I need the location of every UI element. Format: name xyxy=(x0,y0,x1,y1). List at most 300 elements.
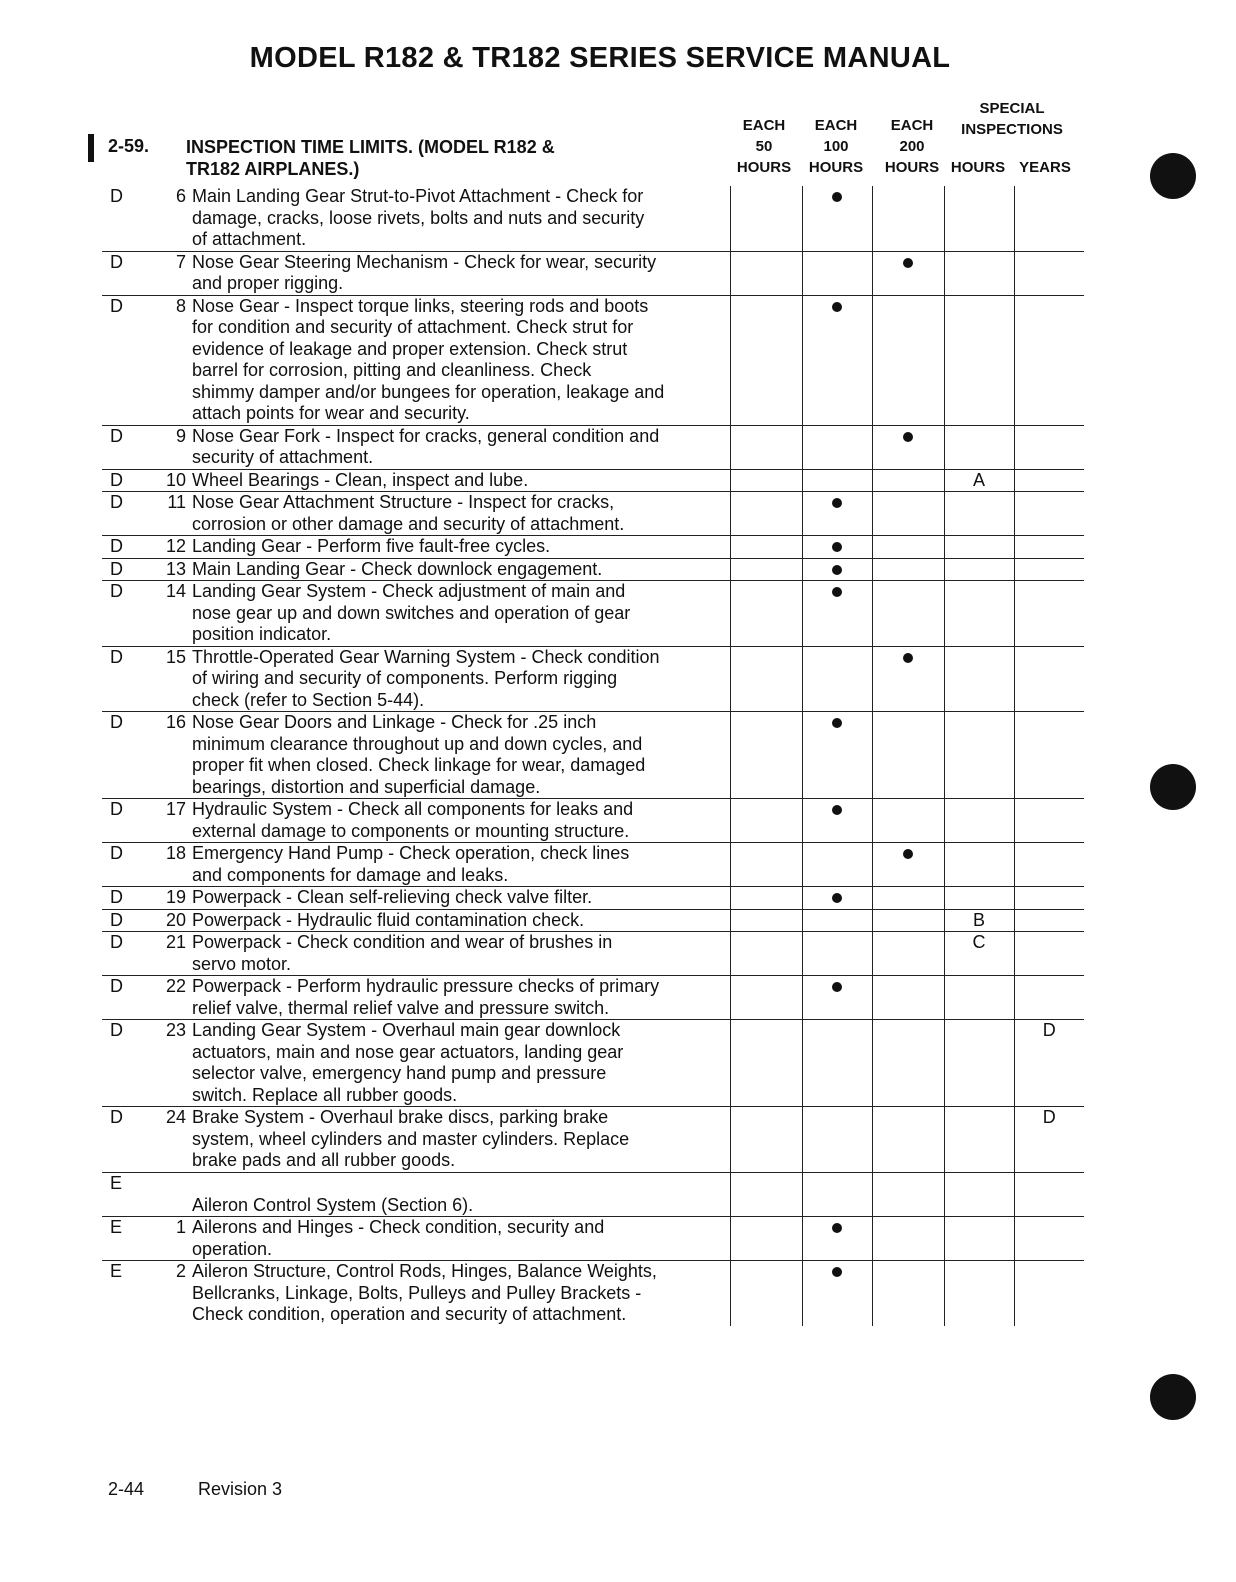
table-row xyxy=(102,1107,1084,1173)
special-hours-cell xyxy=(944,646,1014,712)
each-50-cell xyxy=(730,712,802,799)
description-line: Nose Gear Steering Mechanism - Check for wear, security xyxy=(192,251,657,272)
item-description xyxy=(190,843,730,887)
description-line: of attachment. xyxy=(192,229,307,249)
description-line: Throttle-Operated Gear Warning System - Check condition xyxy=(192,646,660,667)
special-hours-cell xyxy=(944,186,1014,251)
special-hours-cell xyxy=(944,843,1014,887)
interval-dot xyxy=(832,542,842,552)
each-200-cell xyxy=(872,843,944,887)
each-200-cell xyxy=(872,492,944,536)
special-hours-cell xyxy=(944,1261,1014,1326)
item-description xyxy=(190,425,730,469)
item-description xyxy=(190,712,730,799)
each-50-cell xyxy=(730,932,802,976)
special-hours-cell xyxy=(944,1020,1014,1107)
each-200-cell xyxy=(872,1261,944,1326)
table-row xyxy=(102,492,1084,536)
item-number: 11 xyxy=(167,492,186,512)
column-header-each-50 xyxy=(729,115,799,178)
column-header-special-hours: HOURS xyxy=(950,159,1006,176)
each-200-cell xyxy=(872,1020,944,1107)
each-50-cell xyxy=(730,469,802,492)
column-header-special-inspections xyxy=(946,98,1078,140)
row-code: D xyxy=(110,251,123,272)
item-number: 14 xyxy=(165,581,186,601)
description-line: Nose Gear - Inspect torque links, steering rods and boots xyxy=(192,295,649,316)
row-code: E xyxy=(110,1172,123,1193)
header-text: HOURS xyxy=(808,159,864,176)
item-number: 12 xyxy=(165,536,186,556)
table-subheading-row xyxy=(102,1172,1084,1217)
section-title-line: TR182 AIRPLANES.) xyxy=(186,159,360,179)
special-years-cell xyxy=(1014,1217,1084,1261)
description-line: Hydraulic System - Check all components for leaks and xyxy=(192,799,634,819)
row-code: D xyxy=(110,295,123,316)
row-code: D xyxy=(110,909,123,930)
each-50-cell xyxy=(730,799,802,843)
item-description xyxy=(190,1261,730,1326)
each-200-cell xyxy=(872,469,944,492)
each-100-cell xyxy=(802,558,872,581)
each-100-cell xyxy=(802,251,872,295)
each-50-cell xyxy=(730,909,802,932)
table-row xyxy=(102,251,1084,295)
item-description xyxy=(190,251,730,295)
description-line: Check condition, operation and security of attachment. xyxy=(192,1304,627,1324)
each-50-cell xyxy=(730,976,802,1020)
row-code: D xyxy=(110,799,123,819)
row-code: D xyxy=(110,186,123,206)
item-number: 15 xyxy=(165,646,186,667)
description-line: Ailerons and Hinges - Check condition, security and xyxy=(192,1217,605,1237)
punch-hole xyxy=(1150,1374,1196,1420)
item-description xyxy=(190,1217,730,1261)
section-number: 2-59. xyxy=(108,136,150,156)
description-line: Aileron Structure, Control Rods, Hinges, Balance Weights, xyxy=(192,1261,657,1281)
description-line: Wheel Bearings - Clean, inspect and lube. xyxy=(192,469,529,490)
description-line: switch. Replace all rubber goods. xyxy=(192,1084,458,1105)
description-line: relief valve, thermal relief valve and pressure switch. xyxy=(192,997,610,1018)
each-50-cell xyxy=(730,536,802,559)
each-100-cell xyxy=(802,1172,872,1217)
special-years-cell xyxy=(1014,1172,1084,1217)
item-number: 8 xyxy=(175,295,186,316)
interval-dot xyxy=(832,718,842,728)
interval-dot xyxy=(903,432,913,442)
row-code: D xyxy=(110,843,123,863)
header-text: 50 xyxy=(755,138,773,155)
each-200-cell xyxy=(872,581,944,647)
table-row xyxy=(102,909,1084,932)
item-description xyxy=(190,295,730,425)
each-100-cell xyxy=(802,887,872,910)
each-100-cell xyxy=(802,295,872,425)
each-50-cell xyxy=(730,492,802,536)
inspection-rows xyxy=(102,186,1084,1326)
special-hours-cell xyxy=(944,887,1014,910)
header-text: EACH xyxy=(890,117,934,134)
description-line: attach points for wear and security. xyxy=(192,403,470,423)
table-row xyxy=(102,1020,1084,1107)
special-years-cell xyxy=(1014,492,1084,536)
each-50-cell xyxy=(730,558,802,581)
special-years-cell xyxy=(1014,887,1084,910)
each-200-cell xyxy=(872,536,944,559)
each-200-cell xyxy=(872,712,944,799)
item-number: 19 xyxy=(165,887,186,907)
description-line: Powerpack - Hydraulic fluid contamination check. xyxy=(192,909,585,930)
description-line: Landing Gear - Perform five fault-free cycles. xyxy=(192,536,551,556)
interval-dot xyxy=(903,849,913,859)
description-line: Aileron Control System (Section 6). xyxy=(192,1194,474,1215)
page-number: 2-44 xyxy=(108,1479,145,1499)
column-header-each-100 xyxy=(801,115,871,178)
special-years-cell xyxy=(1014,425,1084,469)
description-line: damage, cracks, loose rivets, bolts and nuts and security xyxy=(192,207,645,228)
description-line: security of attachment. xyxy=(192,447,374,467)
table-row xyxy=(102,186,1084,251)
special-hours-cell xyxy=(944,558,1014,581)
table-row xyxy=(102,558,1084,581)
item-number: 23 xyxy=(165,1020,186,1040)
each-200-cell xyxy=(872,1107,944,1173)
item-number: 18 xyxy=(165,843,186,863)
row-code: E xyxy=(110,1217,123,1237)
item-description xyxy=(190,492,730,536)
description-line: operation. xyxy=(192,1238,273,1259)
table-row xyxy=(102,712,1084,799)
each-50-cell xyxy=(730,425,802,469)
row-code: D xyxy=(110,581,123,601)
each-100-cell xyxy=(802,186,872,251)
description-line: Nose Gear Fork - Inspect for cracks, general condition and xyxy=(192,425,660,446)
table-row xyxy=(102,646,1084,712)
each-50-cell xyxy=(730,295,802,425)
description-line: system, wheel cylinders and master cylinders. Replace xyxy=(192,1128,630,1149)
each-200-cell xyxy=(872,1172,944,1217)
special-hours-cell xyxy=(944,492,1014,536)
table-row xyxy=(102,536,1084,559)
interval-dot xyxy=(832,893,842,903)
row-code: D xyxy=(110,712,123,732)
item-number: 22 xyxy=(165,976,186,996)
description-line: Powerpack - Perform hydraulic pressure checks of primary xyxy=(192,976,660,996)
row-code: D xyxy=(110,976,123,996)
row-code: D xyxy=(110,1107,123,1127)
row-code: D xyxy=(110,1020,123,1040)
item-description xyxy=(190,799,730,843)
interval-dot xyxy=(832,498,842,508)
interval-dot xyxy=(832,982,842,992)
each-50-cell xyxy=(730,186,802,251)
table-row xyxy=(102,976,1084,1020)
item-description xyxy=(190,558,730,581)
each-100-cell xyxy=(802,536,872,559)
special-hours-cell xyxy=(944,799,1014,843)
each-200-cell xyxy=(872,186,944,251)
interval-note-letter: C xyxy=(972,932,986,952)
each-50-cell xyxy=(730,1172,802,1217)
punch-hole xyxy=(1150,153,1196,199)
header-text: HOURS xyxy=(884,159,940,176)
description-line: Main Landing Gear - Check downlock engagement. xyxy=(192,558,603,579)
item-description xyxy=(190,536,730,559)
item-number: 13 xyxy=(165,558,186,579)
special-years-cell xyxy=(1014,1020,1084,1107)
special-years-cell xyxy=(1014,976,1084,1020)
table-row xyxy=(102,932,1084,976)
description-line: check (refer to Section 5-44). xyxy=(192,689,425,710)
punch-hole xyxy=(1150,764,1196,810)
each-100-cell xyxy=(802,1217,872,1261)
each-200-cell xyxy=(872,976,944,1020)
row-code: D xyxy=(110,932,123,952)
item-number: 9 xyxy=(175,425,186,446)
interval-dot xyxy=(832,192,842,202)
each-100-cell xyxy=(802,976,872,1020)
interval-note-letter: A xyxy=(972,469,985,490)
each-100-cell xyxy=(802,1261,872,1326)
each-50-cell xyxy=(730,843,802,887)
special-hours-cell xyxy=(944,469,1014,492)
description-line: Brake System - Overhaul brake discs, parking brake xyxy=(192,1107,609,1127)
each-50-cell xyxy=(730,251,802,295)
item-description xyxy=(190,932,730,976)
description-line: barrel for corrosion, pitting and cleanliness. Check xyxy=(192,360,592,380)
table-row xyxy=(102,1217,1084,1261)
table-row xyxy=(102,295,1084,425)
interval-dot xyxy=(832,587,842,597)
each-100-cell xyxy=(802,469,872,492)
item-description xyxy=(190,909,730,932)
special-years-cell xyxy=(1014,1261,1084,1326)
interval-note-letter: B xyxy=(972,909,985,930)
description-line: Emergency Hand Pump - Check operation, check lines xyxy=(192,843,630,863)
description-line: servo motor. xyxy=(192,953,292,974)
description-line: minimum clearance throughout up and down cycles, and xyxy=(192,733,643,754)
row-code: D xyxy=(110,558,123,579)
each-100-cell xyxy=(802,932,872,976)
inspection-table xyxy=(102,186,1084,1326)
item-description xyxy=(190,186,730,251)
description-line: and proper rigging. xyxy=(192,273,344,293)
description-line: Landing Gear System - Check adjustment of main and xyxy=(192,581,626,601)
special-years-cell xyxy=(1014,799,1084,843)
item-description xyxy=(190,1107,730,1173)
special-years-cell xyxy=(1014,1107,1084,1173)
special-hours-cell xyxy=(944,1172,1014,1217)
special-hours-cell xyxy=(944,581,1014,647)
description-line: Powerpack - Check condition and wear of brushes in xyxy=(192,932,613,952)
each-100-cell xyxy=(802,646,872,712)
item-number: 10 xyxy=(165,469,186,490)
special-years-cell xyxy=(1014,469,1084,492)
description-line: proper fit when closed. Check linkage for wear, damaged xyxy=(192,755,646,775)
special-hours-cell xyxy=(944,712,1014,799)
interval-note-letter: D xyxy=(1042,1107,1056,1127)
section-title-line: INSPECTION TIME LIMITS. (MODEL R182 & xyxy=(186,137,555,157)
each-50-cell xyxy=(730,887,802,910)
description-line: evidence of leakage and proper extension. Check strut xyxy=(192,338,628,359)
interval-dot xyxy=(832,565,842,575)
header-text: INSPECTIONS xyxy=(961,121,1063,138)
row-code: E xyxy=(110,1261,123,1281)
each-100-cell xyxy=(802,581,872,647)
special-years-cell xyxy=(1014,251,1084,295)
interval-dot xyxy=(832,302,842,312)
description-line: brake pads and all rubber goods. xyxy=(192,1150,456,1170)
each-50-cell xyxy=(730,1020,802,1107)
each-200-cell xyxy=(872,646,944,712)
each-200-cell xyxy=(872,295,944,425)
each-50-cell xyxy=(730,581,802,647)
interval-dot xyxy=(832,1223,842,1233)
each-200-cell xyxy=(872,909,944,932)
special-years-cell xyxy=(1014,558,1084,581)
description-line: Bellcranks, Linkage, Bolts, Pulleys and Pulley Brackets - xyxy=(192,1282,642,1303)
each-200-cell xyxy=(872,1217,944,1261)
each-200-cell xyxy=(872,558,944,581)
each-100-cell xyxy=(802,799,872,843)
description-line: Landing Gear System - Overhaul main gear downlock xyxy=(192,1020,621,1040)
description-line: selector valve, emergency hand pump and pressure xyxy=(192,1063,607,1083)
special-hours-cell xyxy=(944,976,1014,1020)
row-code: D xyxy=(110,646,123,667)
description-line: of wiring and security of components. Perform rigging xyxy=(192,668,618,688)
row-code: D xyxy=(110,469,123,490)
description-line: position indicator. xyxy=(192,624,332,644)
special-years-cell xyxy=(1014,909,1084,932)
special-years-cell xyxy=(1014,581,1084,647)
item-number: 2 xyxy=(175,1261,186,1281)
interval-dot xyxy=(903,653,913,663)
item-number: 21 xyxy=(165,932,186,952)
description-line: and components for damage and leaks. xyxy=(192,864,509,885)
item-number xyxy=(154,1172,190,1217)
header-text: 100 xyxy=(823,138,849,155)
interval-dot xyxy=(832,1267,842,1277)
item-description xyxy=(190,1020,730,1107)
each-50-cell xyxy=(730,1107,802,1173)
item-description xyxy=(190,469,730,492)
description-line: for condition and security of attachment. Check strut for xyxy=(192,317,634,337)
item-description xyxy=(190,887,730,910)
column-header-each-200 xyxy=(876,115,948,178)
table-row xyxy=(102,843,1084,887)
page-title: MODEL R182 & TR182 SERIES SERVICE MANUAL xyxy=(249,42,951,74)
each-50-cell xyxy=(730,646,802,712)
each-50-cell xyxy=(730,1261,802,1326)
item-number: 7 xyxy=(175,251,186,272)
row-code: D xyxy=(110,536,123,556)
change-bar xyxy=(88,134,94,162)
item-description xyxy=(190,1172,730,1217)
description-line: Nose Gear Attachment Structure - Inspect for cracks, xyxy=(192,492,615,512)
description-line: bearings, distortion and superficial damage. xyxy=(192,776,541,797)
description-line: Nose Gear Doors and Linkage - Check for .25 inch xyxy=(192,712,597,732)
description-line: Powerpack - Clean self-relieving check valve filter. xyxy=(192,887,593,907)
item-description xyxy=(190,581,730,647)
each-100-cell xyxy=(802,909,872,932)
table-row xyxy=(102,425,1084,469)
item-number: 16 xyxy=(165,712,186,732)
revision-label: Revision 3 xyxy=(198,1479,283,1499)
each-200-cell xyxy=(872,251,944,295)
each-100-cell xyxy=(802,1020,872,1107)
each-200-cell xyxy=(872,887,944,910)
item-number: 1 xyxy=(175,1217,186,1237)
special-hours-cell xyxy=(944,295,1014,425)
special-hours-cell xyxy=(944,909,1014,932)
special-years-cell xyxy=(1014,536,1084,559)
description-line: Main Landing Gear Strut-to-Pivot Attachment - Check for xyxy=(192,186,644,206)
each-100-cell xyxy=(802,712,872,799)
item-description xyxy=(190,646,730,712)
table-row xyxy=(102,887,1084,910)
special-years-cell xyxy=(1014,186,1084,251)
each-100-cell xyxy=(802,843,872,887)
special-hours-cell xyxy=(944,932,1014,976)
table-row xyxy=(102,1261,1084,1326)
special-years-cell xyxy=(1014,295,1084,425)
table-row xyxy=(102,581,1084,647)
each-100-cell xyxy=(802,492,872,536)
each-200-cell xyxy=(872,425,944,469)
interval-dot xyxy=(832,805,842,815)
each-100-cell xyxy=(802,425,872,469)
description-line: corrosion or other damage and security of attachment. xyxy=(192,513,625,534)
interval-dot xyxy=(903,258,913,268)
description-line: external damage to components or mounting structure. xyxy=(192,820,630,841)
special-hours-cell xyxy=(944,425,1014,469)
special-hours-cell xyxy=(944,251,1014,295)
special-years-cell xyxy=(1014,843,1084,887)
item-number: 6 xyxy=(175,186,186,206)
special-hours-cell xyxy=(944,536,1014,559)
header-text: HOURS xyxy=(736,159,792,176)
row-code: D xyxy=(110,492,123,512)
section-title xyxy=(186,136,555,180)
description-line: shimmy damper and/or bungees for operation, leakage and xyxy=(192,381,665,402)
header-text: EACH xyxy=(742,117,786,134)
special-years-cell xyxy=(1014,932,1084,976)
each-50-cell xyxy=(730,1217,802,1261)
description-line: actuators, main and nose gear actuators, landing gear xyxy=(192,1041,624,1062)
header-text: 200 xyxy=(899,138,925,155)
special-hours-cell xyxy=(944,1217,1014,1261)
special-hours-cell xyxy=(944,1107,1014,1173)
item-description xyxy=(190,976,730,1020)
item-number: 20 xyxy=(165,909,186,930)
special-years-cell xyxy=(1014,712,1084,799)
table-row xyxy=(102,799,1084,843)
description-line: nose gear up and down switches and operation of gear xyxy=(192,602,631,623)
each-200-cell xyxy=(872,799,944,843)
column-header-special-years: YEARS xyxy=(1019,159,1071,176)
item-number: 17 xyxy=(165,799,186,819)
each-200-cell xyxy=(872,932,944,976)
header-text: EACH xyxy=(814,117,858,134)
special-years-cell xyxy=(1014,646,1084,712)
each-100-cell xyxy=(802,1107,872,1173)
header-text: SPECIAL xyxy=(979,100,1045,117)
table-row xyxy=(102,469,1084,492)
row-code: D xyxy=(110,425,123,446)
interval-note-letter: D xyxy=(1042,1020,1056,1040)
item-number: 24 xyxy=(165,1107,186,1127)
row-code: D xyxy=(110,887,123,907)
